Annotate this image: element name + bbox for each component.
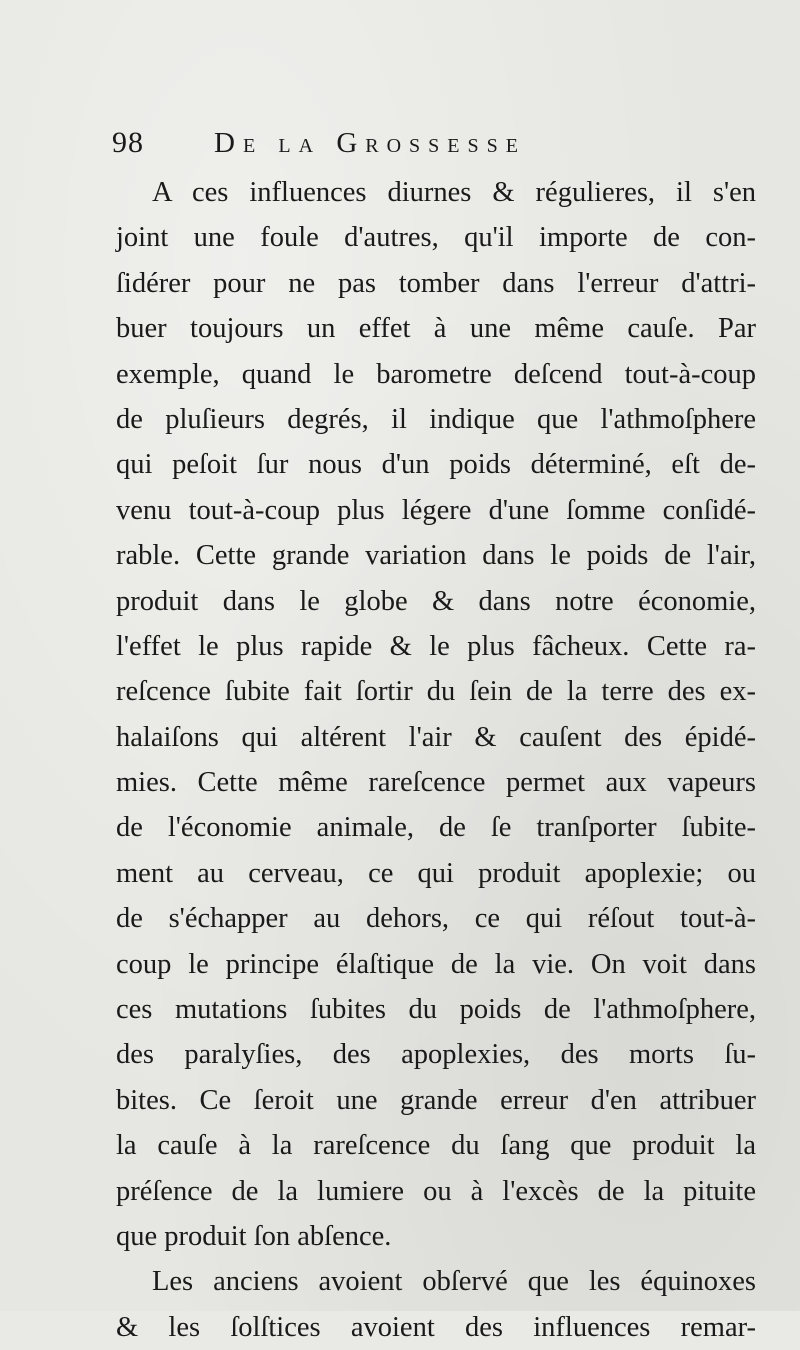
text-line: ces mutations ſubites du poids de l'athmoſphere, bbox=[116, 994, 756, 1026]
text-line: & les ſolſtices avoient des influences remar- bbox=[116, 1311, 756, 1343]
text-line: produit dans le globe & dans notre économie, bbox=[116, 585, 756, 617]
text-line: coup le principe élaſtique de la vie. On voit dans bbox=[116, 948, 756, 980]
text-line: ſidérer pour ne pas tomber dans l'erreur d'attri- bbox=[116, 267, 756, 299]
page-header bbox=[112, 126, 752, 166]
text-line: de l'économie animale, de ſe tranſporter ſubite- bbox=[116, 812, 756, 844]
text-line: exemple, quand le barometre deſcend tout-à-coup bbox=[116, 358, 756, 390]
text-line: préſence de la lumiere ou à l'excès de la pituite bbox=[116, 1175, 756, 1207]
text-line: qui peſoit ſur nous d'un poids déterminé, eſt de- bbox=[116, 449, 756, 481]
text-line: de s'échapper au dehors, ce qui réſout tout-à- bbox=[116, 903, 756, 935]
text-line: l'effet le plus rapide & le plus fâcheux. Cette ra- bbox=[116, 630, 756, 662]
text-line: bites. Ce ſeroit une grande erreur d'en attribuer bbox=[116, 1084, 756, 1116]
running-head: De la Grossesse bbox=[214, 127, 526, 159]
paragraph-1 bbox=[116, 170, 756, 1259]
text-line: venu tout-à-coup plus légere d'une ſomme conſidé- bbox=[116, 494, 756, 526]
text-line: ment au cerveau, ce qui produit apoplexie; ou bbox=[116, 857, 756, 889]
body-text bbox=[116, 170, 756, 1350]
text-line: mies. Cette même rareſcence permet aux vapeurs bbox=[116, 767, 756, 799]
page-number: 98 bbox=[112, 126, 144, 159]
text-line: joint une foule d'autres, qu'il importe de con- bbox=[116, 222, 756, 254]
text-line: halaiſons qui altérent l'air & cauſent des épidé- bbox=[116, 721, 756, 753]
text-line: A ces influences diurnes & régulieres, il s'en bbox=[152, 177, 756, 208]
text-line: que produit ſon abſence. bbox=[116, 1220, 392, 1252]
text-line: des paralyſies, des apoplexies, des morts ſu- bbox=[116, 1039, 756, 1071]
text-line: rable. Cette grande variation dans le poids de l'air, bbox=[116, 540, 756, 572]
text-line: de pluſieurs degrés, il indique que l'athmoſphere bbox=[116, 403, 756, 435]
text-line: Les anciens avoient obſervé que les équinoxes bbox=[152, 1266, 756, 1298]
text-line: reſcence ſubite fait ſortir du ſein de la terre des ex- bbox=[116, 676, 756, 708]
paragraph-2 bbox=[116, 1259, 756, 1350]
text-line: la cauſe à la rareſcence du ſang que produit la bbox=[116, 1130, 756, 1162]
text-line: buer toujours un effet à une même cauſe. Par bbox=[116, 313, 756, 345]
